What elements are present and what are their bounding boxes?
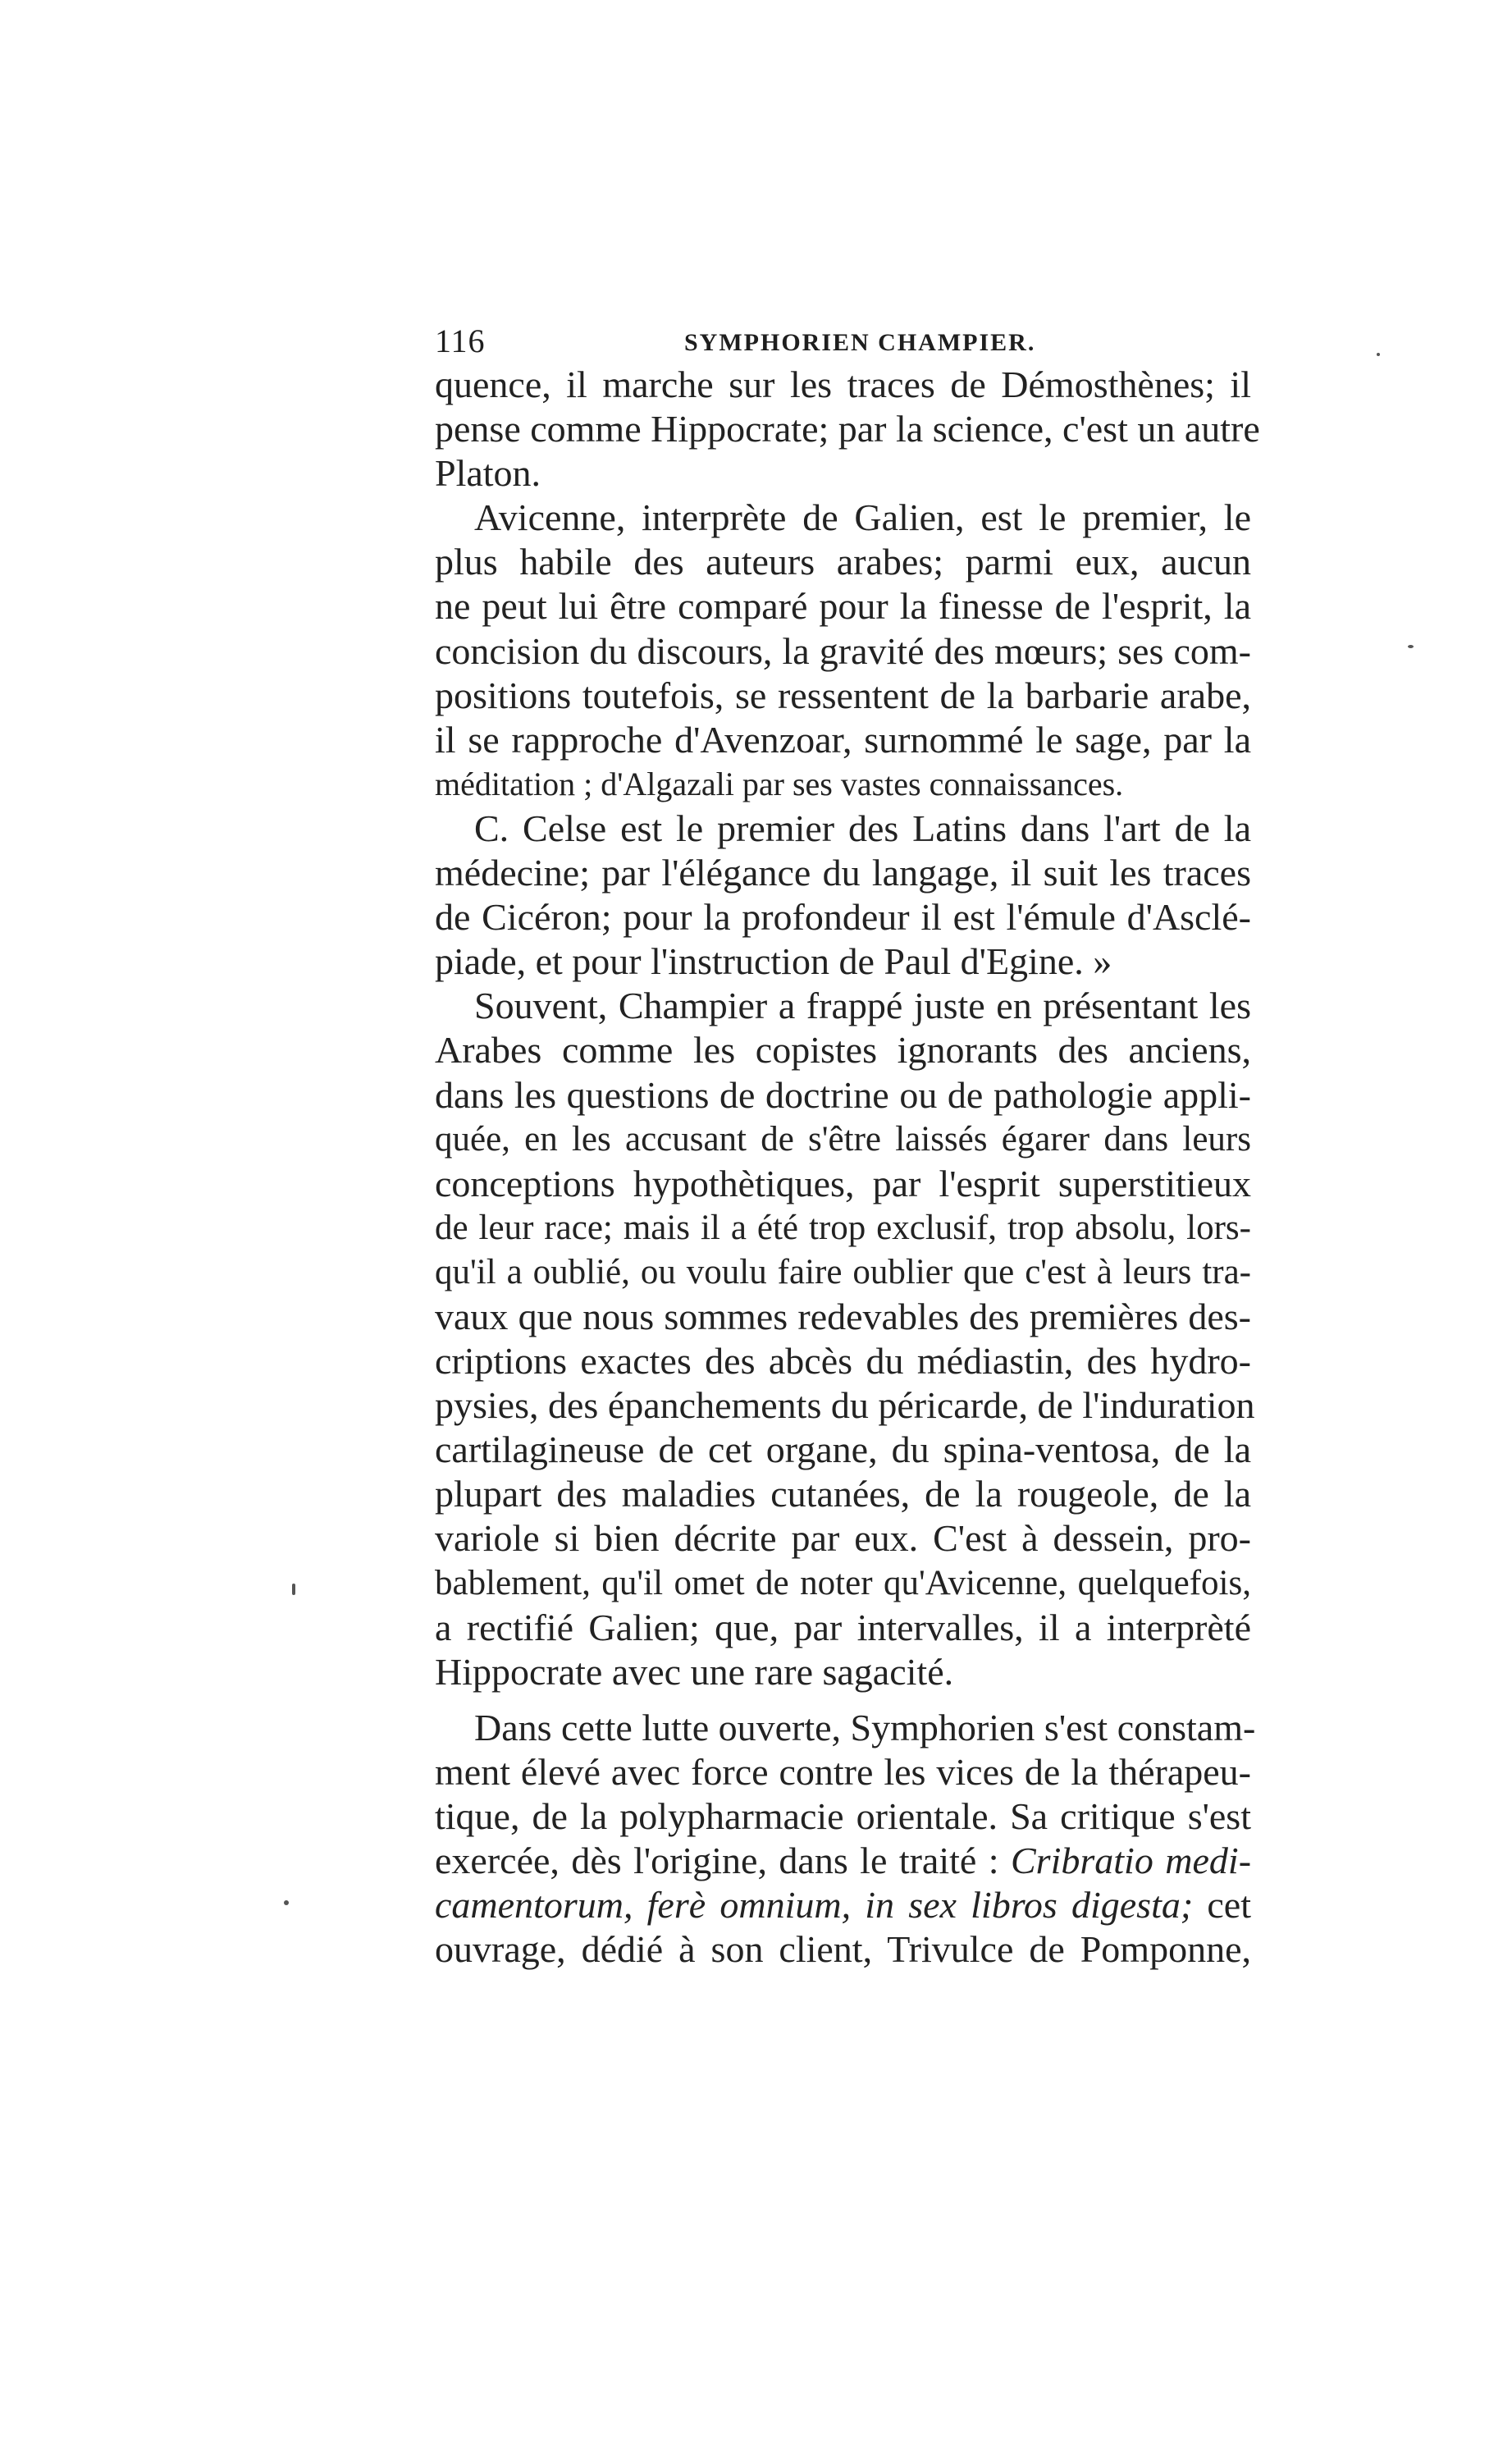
text-line: il se rapproche d'Avenzoar, surnommé le sage, par la bbox=[435, 718, 1251, 761]
text-run: cet bbox=[1193, 1884, 1251, 1927]
paragraph bbox=[435, 984, 1255, 1694]
text-line: quée, en les accusant de s'être laissés égarer dans leurs bbox=[435, 1119, 1251, 1159]
text-line: plupart des maladies cutanées, de la rougeole, de la bbox=[435, 1473, 1251, 1515]
text-line: ment élevé avec force contre les vices de la thérapeu- bbox=[435, 1750, 1251, 1793]
paragraph bbox=[435, 807, 1251, 984]
text-line: concision du discours, la gravité des mœurs; ses com- bbox=[435, 629, 1251, 672]
text-line: cartilagineuse de cet organe, du spina-ventosa, de la bbox=[435, 1428, 1251, 1471]
text-line: criptions exactes des abcès du médiastin, des hydro- bbox=[435, 1340, 1251, 1383]
scan-speck bbox=[1377, 353, 1380, 356]
scan-speck bbox=[284, 1900, 289, 1905]
text-line bbox=[435, 1839, 1251, 1883]
text-line: pysies, des épanchements du péricarde, de l'induration bbox=[435, 1384, 1255, 1427]
book-title-italic: Cribratio medi- bbox=[1011, 1840, 1252, 1882]
text-line: Platon. bbox=[435, 452, 541, 495]
text-line: tique, de la polypharmacie orientale. Sa critique s'est bbox=[435, 1795, 1251, 1837]
paragraph bbox=[435, 363, 1260, 496]
body-text bbox=[435, 363, 1260, 1972]
text-line: quence, il marche sur les traces de Démosthènes; il bbox=[435, 363, 1251, 405]
text-line: Souvent, Champier a frappé juste en présentant les bbox=[474, 985, 1251, 1027]
text-line: ouvrage, dédié à son client, Trivulce de Pomponne, bbox=[435, 1928, 1251, 1971]
text-line: positions toutefois, se ressentent de la barbarie arabe, bbox=[435, 674, 1251, 716]
paragraph bbox=[435, 496, 1251, 807]
text-line: pense comme Hippocrate; par la science, c'est un autre bbox=[435, 408, 1260, 450]
text-run: exercée, dès l'origine, dans le traité : bbox=[435, 1840, 1011, 1882]
text-line: dans les questions de doctrine ou de pathologie appli- bbox=[435, 1073, 1251, 1116]
text-line: ne peut lui être comparé pour la finesse de l'esprit, la bbox=[435, 585, 1251, 628]
running-title: SYMPHORIEN CHAMPIER. bbox=[684, 329, 1036, 356]
text-line: de leur race; mais il a été trop exclusif, trop absolu, lors- bbox=[435, 1208, 1251, 1247]
paragraph bbox=[435, 1706, 1256, 1972]
text-line: médecine; par l'élégance du langage, il suit les traces bbox=[435, 852, 1251, 894]
text-line: conceptions hypothètiques, par l'esprit superstitieux bbox=[435, 1162, 1251, 1204]
book-title-italic: camentorum, ferè omnium, in sex libros digesta; bbox=[435, 1884, 1194, 1927]
text-line: a rectifié Galien; que, par intervalles, il a interprèté bbox=[435, 1606, 1251, 1648]
text-line: C. Celse est le premier des Latins dans l'art de la bbox=[474, 807, 1251, 849]
text-line: Dans cette lutte ouverte, Symphorien s'est constam- bbox=[474, 1706, 1256, 1748]
scan-speck bbox=[292, 1584, 295, 1595]
text-line: variole si bien décrite par eux. C'est à dessein, pro- bbox=[435, 1517, 1251, 1560]
text-line: de Cicéron; pour la profondeur il est l'émule d'Asclé- bbox=[435, 896, 1251, 939]
text-line: plus habile des auteurs arabes; parmi eux, aucun bbox=[435, 541, 1251, 583]
text-line: piade, et pour l'instruction de Paul d'Egine. » bbox=[435, 940, 1112, 983]
text-line: méditation ; d'Algazali par ses vastes connaissances. bbox=[435, 765, 1124, 802]
text-line: qu'il a oublié, ou voulu faire oublier que c'est à leurs tra- bbox=[435, 1252, 1251, 1291]
text-line: vaux que nous sommes redevables des premières des- bbox=[435, 1295, 1251, 1337]
text-line bbox=[435, 1883, 1251, 1927]
text-line: Hippocrate avec une rare sagacité. bbox=[435, 1650, 954, 1693]
running-head bbox=[435, 317, 1255, 366]
text-line: Arabes comme les copistes ignorants des anciens, bbox=[435, 1029, 1251, 1072]
scan-speck bbox=[1408, 645, 1414, 648]
text-line: bablement, qu'il omet de noter qu'Avicenne, quelquefois, bbox=[435, 1563, 1251, 1602]
text-line: Avicenne, interprète de Galien, est le premier, le bbox=[474, 496, 1251, 539]
page-number: 116 bbox=[435, 322, 486, 359]
